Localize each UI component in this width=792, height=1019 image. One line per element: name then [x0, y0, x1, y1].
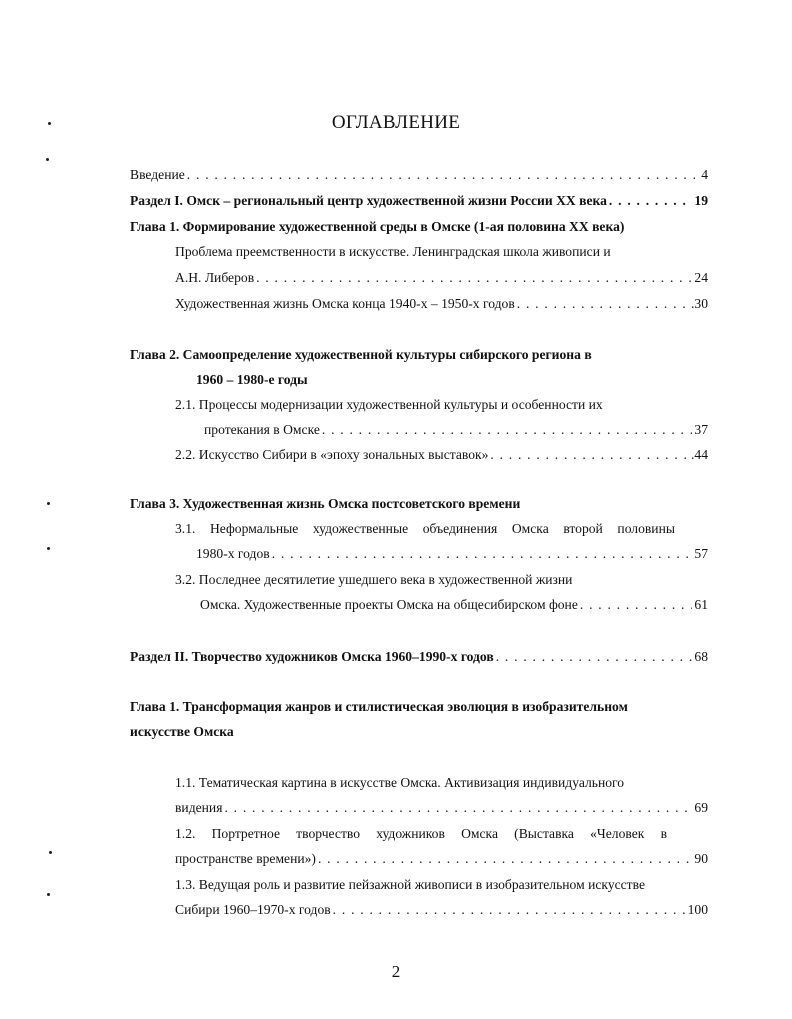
toc-entry-label: Омска. Художественные проекты Омска на общесибирском фоне [200, 597, 578, 612]
toc-page-number: 100 [687, 902, 708, 917]
scan-speck [47, 893, 50, 896]
leader-dots [272, 545, 693, 563]
toc-entry-text: Проблема преемственности в искусстве. Ленинградская школа живописи и [175, 244, 611, 259]
toc-title: ОГЛАВЛЕНИЕ [331, 112, 461, 133]
scan-speck [47, 502, 50, 505]
toc-page-number: 37 [694, 422, 708, 437]
toc-entry-text: 3.2. Последнее десятилетие ушедшего века в художественной жизни [175, 572, 573, 587]
toc-chapter-heading[interactable]: Глава 3. Художественная жизнь Омска постсоветского времени [130, 496, 521, 511]
toc-page-number: 69 [694, 800, 708, 815]
toc-entry-3-2[interactable] [200, 596, 708, 614]
toc-section-label: Раздел II. Творчество художников Омска 1960–1990-х годов [130, 649, 494, 664]
toc-entry-intro[interactable] [130, 166, 708, 184]
toc-page-number: 68 [694, 649, 708, 664]
toc-entry-label: пространстве времени») [175, 851, 316, 866]
toc-entry-liberov[interactable] [175, 269, 708, 287]
leader-dots [322, 421, 693, 439]
toc-entry-2-1[interactable] [204, 421, 708, 439]
toc-entry-text: 2.1. Процессы модернизации художественной культуры и особенности их [175, 397, 603, 412]
toc-entry-label: 1980-х годов [196, 546, 270, 561]
toc-page-number: 57 [694, 546, 708, 561]
scan-speck [46, 158, 49, 161]
page-number: 2 [391, 962, 401, 981]
toc-entry-text: 1.1. Тематическая картина в искусстве Омска. Активизация индивидуального [175, 775, 625, 790]
toc-page-number: .44 [691, 447, 708, 462]
toc-chapter-heading[interactable]: Глава 1. Трансформация жанров и стилистическая эволюция в изобразительном [130, 699, 628, 714]
toc-page-number: 24 [694, 270, 708, 285]
leader-dots [517, 295, 689, 313]
toc-entry-label: Художественная жизнь Омска конца 1940-х – 1950-х годов [175, 296, 515, 311]
toc-chapter-heading[interactable]: Глава 2. Самоопределение художественной культуры сибирского региона в [130, 347, 592, 362]
leader-dots [187, 166, 699, 184]
toc-entry-label: Введение [130, 167, 185, 182]
toc-entry-label: видения [175, 800, 223, 815]
toc-chapter-heading-cont: 1960 – 1980-е годы [196, 372, 308, 387]
toc-entry-1-2[interactable] [175, 850, 708, 868]
toc-page-number: 61 [694, 597, 708, 612]
toc-entry-label: А.Н. Либеров [175, 270, 255, 285]
toc-entry-3-1[interactable] [196, 545, 708, 563]
toc-page-number: 90 [694, 851, 708, 866]
toc-entry-label: протекания в Омске [204, 422, 320, 437]
toc-page-number: 19 [694, 193, 708, 208]
toc-entry-1-3[interactable] [175, 901, 708, 919]
leader-dots [580, 596, 693, 614]
toc-chapter-heading[interactable]: Глава 1. Формирование художественной среды в Омске (1-ая половина XX века) [130, 219, 625, 234]
leader-dots [224, 799, 692, 817]
leader-dots [609, 192, 692, 210]
toc-page-number: .30 [691, 296, 708, 311]
toc-section-2[interactable] [130, 648, 708, 666]
scan-speck [47, 547, 50, 550]
leader-dots [333, 901, 686, 919]
toc-page-number: 4 [701, 167, 708, 182]
toc-entry-text: 1.2. Портретное творчество художников Омска (Выставка «Человек в [175, 826, 667, 841]
leader-dots [318, 850, 692, 868]
toc-chapter-heading-cont: искусстве Омска [130, 724, 234, 739]
toc-entry-label: Сибири 1960–1970-х годов [175, 902, 331, 917]
toc-entry-1940s[interactable] [175, 295, 708, 313]
leader-dots [496, 648, 693, 666]
toc-entry-text: 3.1. Неформальные художественные объединения Омска второй половины [175, 521, 675, 536]
toc-entry-label: 2.2. Искусство Сибири в «эпоху зональных выставок» [175, 447, 489, 462]
toc-entry-text: 1.3. Ведущая роль и развитие пейзажной живописи в изобразительном искусстве [175, 877, 645, 892]
toc-section-1[interactable] [130, 192, 708, 210]
leader-dots [256, 269, 692, 287]
leader-dots [490, 446, 689, 464]
toc-entry-2-2[interactable] [175, 446, 708, 464]
toc-entry-1-1[interactable] [175, 799, 708, 817]
toc-section-label: Раздел I. Омск – региональный центр художественной жизни России XX века [130, 193, 607, 208]
scan-speck [49, 851, 52, 854]
